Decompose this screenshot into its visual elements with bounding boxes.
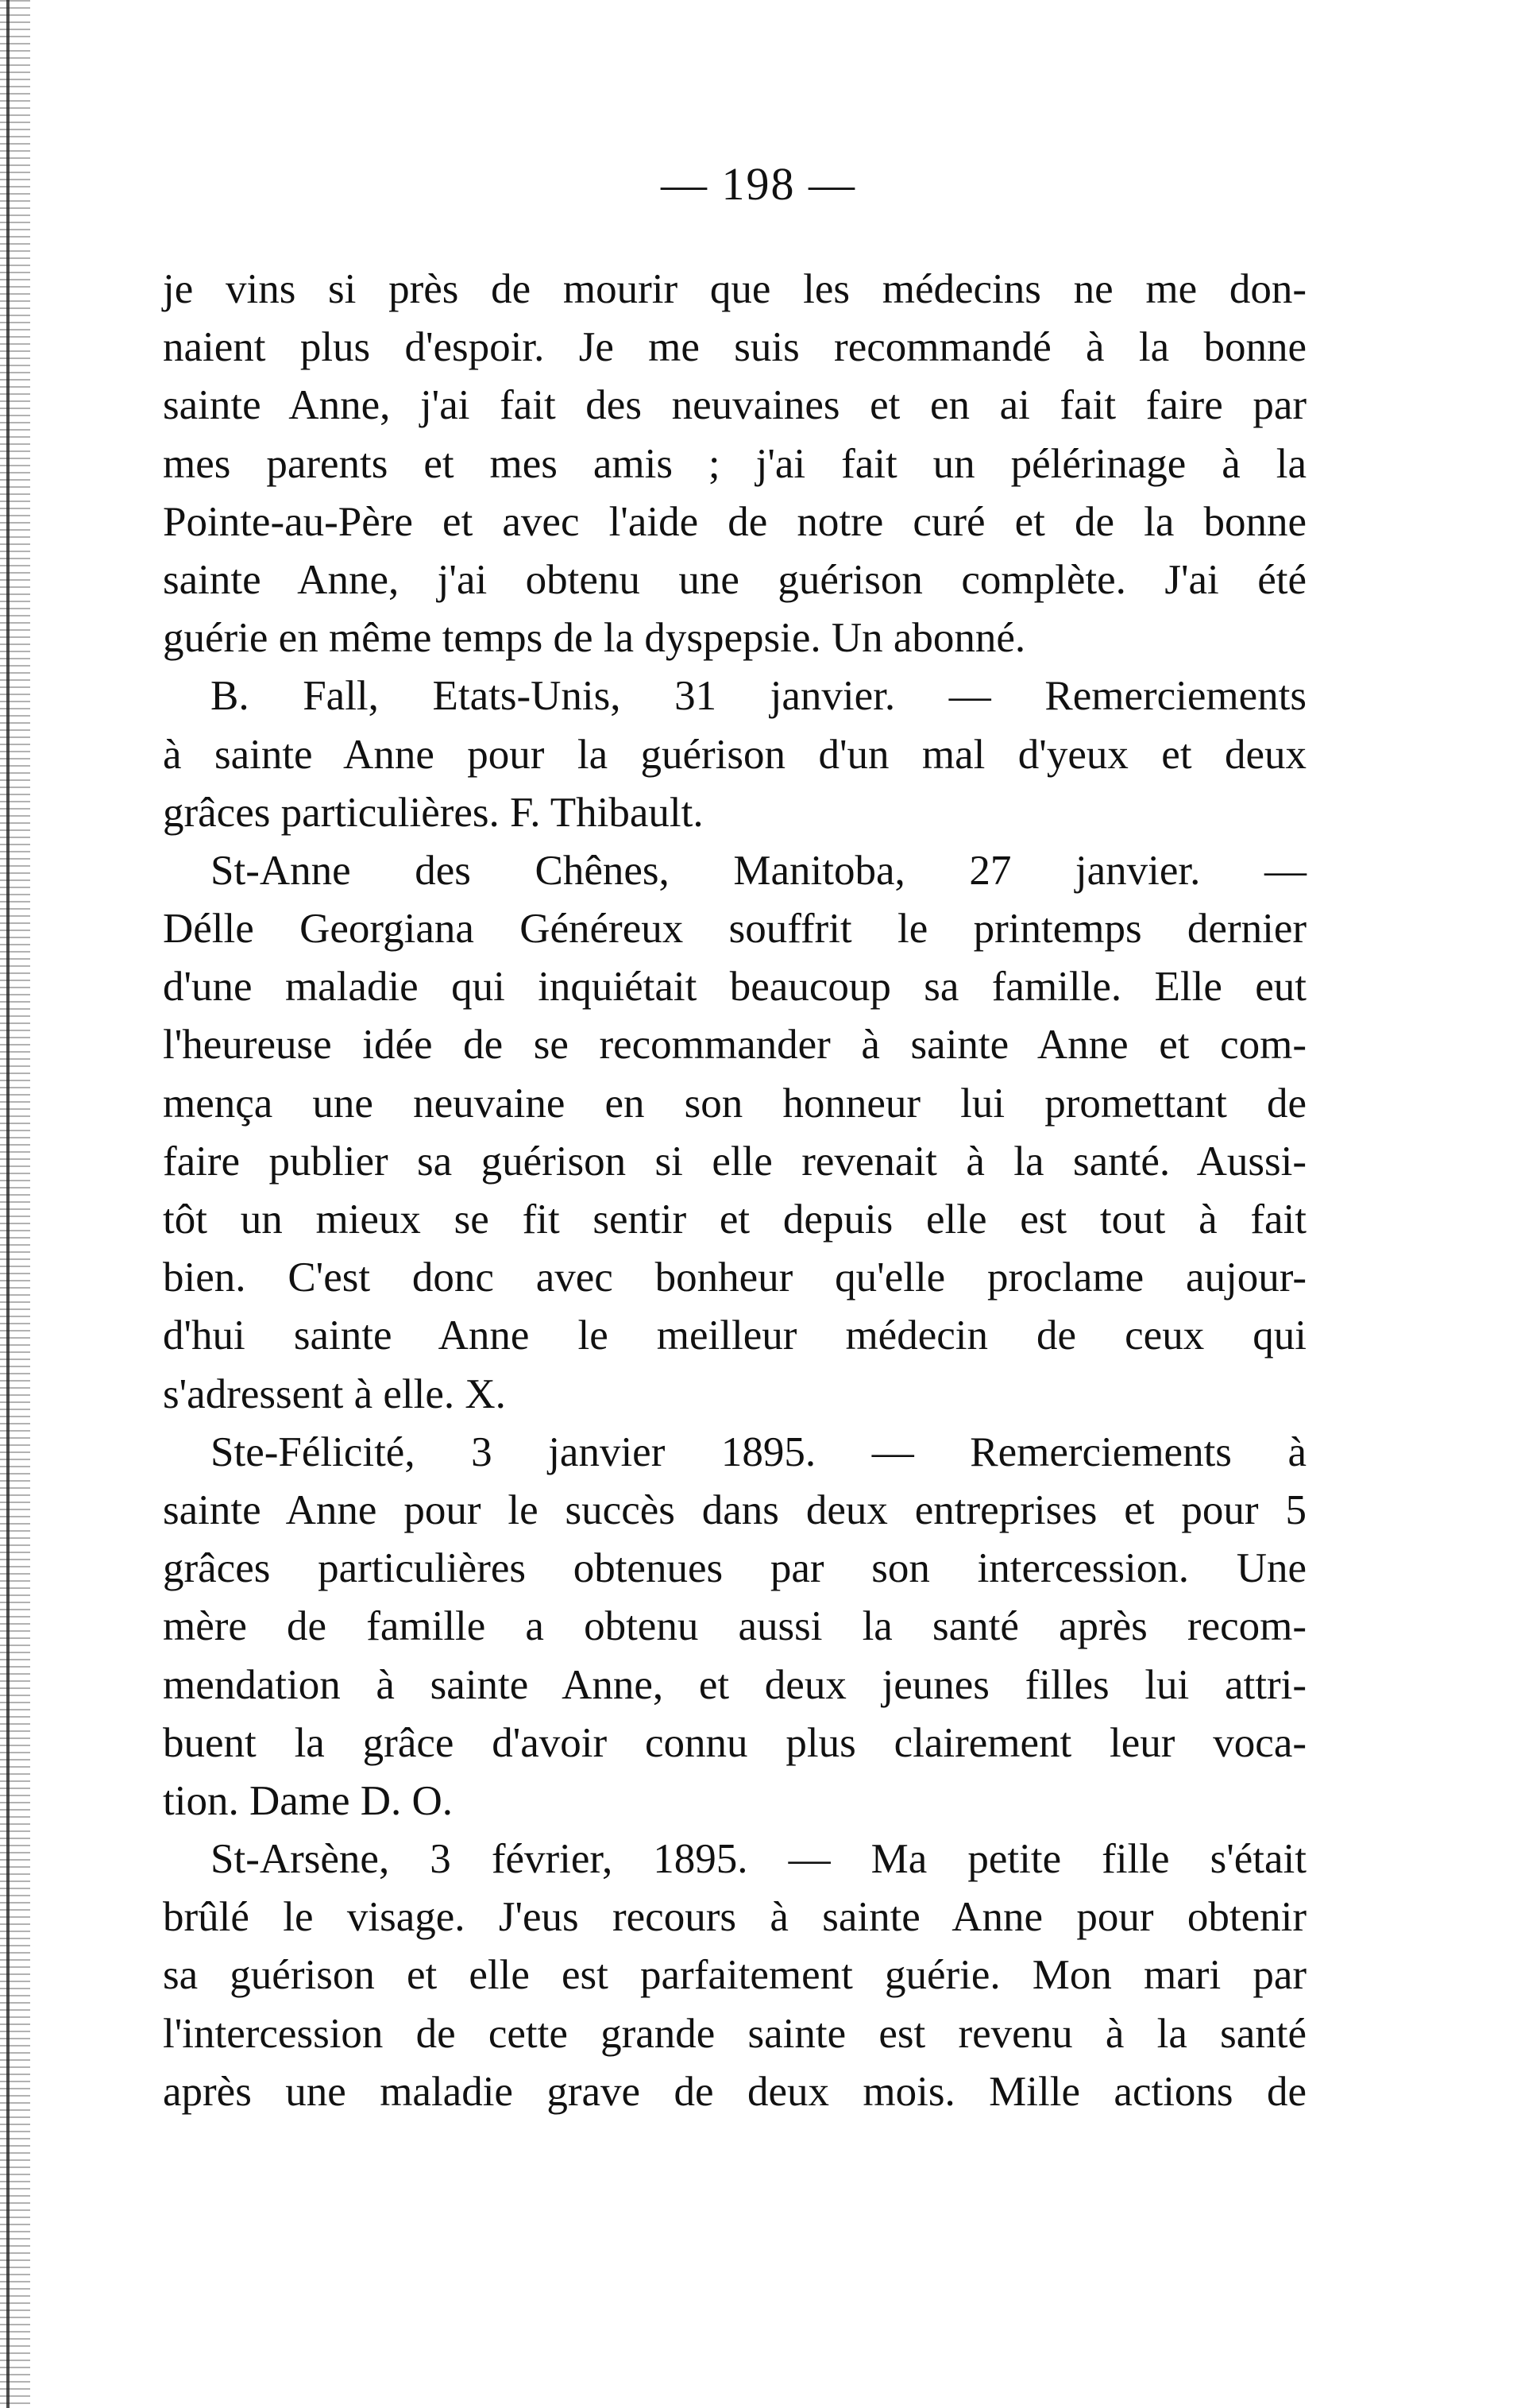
text-line: bien. C'est donc avec bonheur qu'elle proclame aujour- — [163, 1254, 1307, 1301]
text-line: mes parents et mes amis ; j'ai fait un pélérinage à la — [163, 440, 1307, 487]
entry-heading-line: Ste-Félicité, 3 janvier 1895. — Remerciements à — [210, 1428, 1307, 1475]
text-line: s'adressent à elle. X. — [163, 1370, 506, 1417]
text-line: mendation à sainte Anne, et deux jeunes filles lui attri- — [163, 1661, 1307, 1708]
text-line: naient plus d'espoir. Je me suis recommandé à la bonne — [163, 324, 1307, 371]
text-line: mença une neuvaine en son honneur lui promettant de — [163, 1080, 1307, 1127]
text-line: sainte Anne, j'ai obtenu une guérison complète. J'ai été — [163, 556, 1307, 603]
text-line: grâces particulières obtenues par son intercession. Une — [163, 1545, 1307, 1592]
text-line: je vins si près de mourir que les médecins ne me don- — [163, 266, 1307, 312]
text-line: tion. Dame D. O. — [163, 1777, 454, 1824]
binding-rule — [6, 0, 10, 2408]
text-line: à sainte Anne pour la guérison d'un mal d'yeux et deux — [163, 731, 1307, 778]
text-line: faire publier sa guérison si elle revenait à la santé. Aussi- — [163, 1138, 1307, 1185]
text-line: sainte Anne pour le succès dans deux entreprises et pour 5 — [163, 1486, 1307, 1533]
text-line: brûlé le visage. J'eus recours à sainte Anne pour obtenir — [163, 1894, 1307, 1941]
binding-edge — [0, 0, 30, 2408]
text-line: Pointe-au-Père et avec l'aide de notre curé et de la bonne — [163, 498, 1307, 545]
page-number: — 198 — — [661, 158, 856, 210]
body-text — [163, 261, 1307, 2121]
text-line: d'hui sainte Anne le meilleur médecin de ceux qui — [163, 1312, 1307, 1359]
text-line: tôt un mieux se fit sentir et depuis elle est tout à fait — [163, 1196, 1307, 1243]
text-line: grâces particulières. F. Thibault. — [163, 789, 704, 836]
text-line: Délle Georgiana Généreux souffrit le printemps dernier — [163, 906, 1307, 953]
text-line: buent la grâce d'avoir connu plus clairement leur voca- — [163, 1719, 1307, 1766]
text-line: sa guérison et elle est parfaitement guérie. Mon mari par — [163, 1952, 1307, 1999]
text-line: d'une maladie qui inquiétait beaucoup sa famille. Elle eut — [163, 964, 1307, 1011]
text-line: l'intercession de cette grande sainte est revenu à la santé — [163, 2010, 1307, 2057]
entry-heading-line: St-Arsène, 3 février, 1895. — Ma petite fille s'était — [210, 1836, 1307, 1883]
text-line: mère de famille a obtenu aussi la santé après recom- — [163, 1603, 1307, 1650]
text-line: guérie en même temps de la dyspepsie. Un abonné. — [163, 615, 1026, 662]
text-line: l'heureuse idée de se recommander à sainte Anne et com- — [163, 1022, 1307, 1069]
text-line: après une maladie grave de deux mois. Mille actions de — [163, 2068, 1307, 2115]
text-line: sainte Anne, j'ai fait des neuvaines et en ai fait faire par — [163, 382, 1307, 429]
entry-heading-line: B. Fall, Etats-Unis, 31 janvier. — Remerciements — [210, 673, 1307, 720]
entry-heading-line: St-Anne des Chênes, Manitoba, 27 janvier. — — [210, 847, 1307, 894]
